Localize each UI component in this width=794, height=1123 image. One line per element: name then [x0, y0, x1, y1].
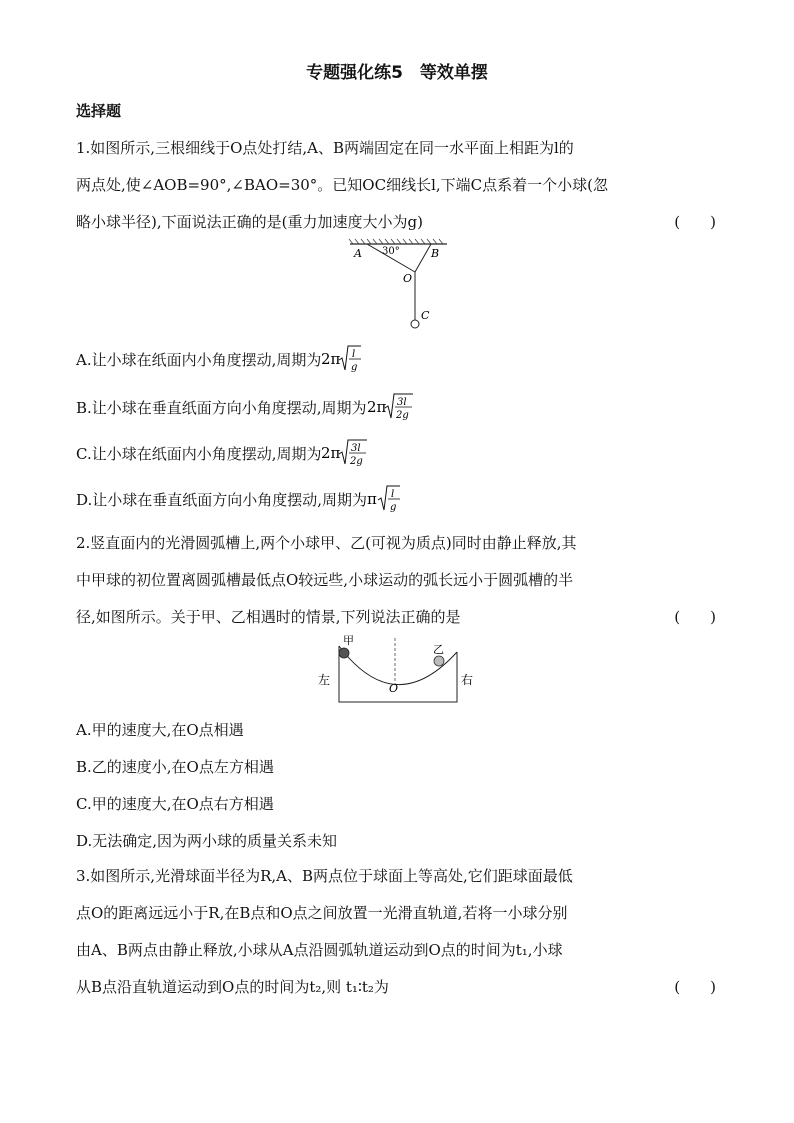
q2-option-c[interactable]: C.甲的速度大,在O点右方相遇 — [76, 795, 274, 813]
q1-option-c[interactable] — [76, 436, 369, 474]
q2-line-1: 2.竖直面内的光滑圆弧槽上,两个小球甲、乙(可视为质点)同时由静止释放,其 — [76, 534, 577, 552]
q2-line-3: 径,如图所示。关于甲、乙相遇时的情景,下列说法正确的是 — [76, 608, 461, 626]
q2-label-right: 右 — [461, 673, 474, 687]
svg-text:l: l — [352, 349, 356, 360]
q3-line-4: 从B点沿直轨道运动到O点的时间为t₂,则 t₁∶t₂为 — [76, 978, 389, 996]
section-heading: 选择题 — [76, 102, 122, 120]
svg-text:π: π — [367, 490, 377, 508]
svg-text:2π: 2π — [321, 444, 341, 462]
q2-option-b[interactable]: B.乙的速度小,在O点左方相遇 — [76, 758, 274, 776]
q2-option-a[interactable]: A.甲的速度大,在O点相遇 — [76, 721, 244, 739]
q1-option-c-text: C.让小球在纸面内小角度摆动,周期为 — [76, 445, 322, 463]
q1-line-1: 1.如图所示,三根细线于O点处打结,A、B两端固定在同一水平面上相距为l的 — [76, 139, 574, 157]
q1-answer-blank[interactable]: ( ) — [674, 213, 716, 231]
q2-figure — [315, 632, 485, 704]
q1-label-angle: 30° — [382, 246, 400, 257]
q1-option-a-text: A.让小球在纸面内小角度摆动,周期为 — [76, 351, 322, 369]
q1-label-c: C — [421, 309, 430, 322]
q2-label-left: 左 — [318, 673, 331, 687]
svg-text:3l: 3l — [396, 397, 407, 408]
svg-text:2g: 2g — [350, 456, 364, 467]
q1-label-b: B — [431, 247, 440, 260]
q1-figure — [345, 238, 455, 333]
q3-answer-blank[interactable]: ( ) — [674, 978, 716, 996]
svg-text:g: g — [390, 502, 397, 513]
q1-label-a: A — [354, 247, 362, 260]
q3-line-3: 由A、B两点由静止释放,小球从A点沿圆弧轨道运动到O点的时间为t₁,小球 — [76, 941, 563, 959]
svg-text:2π: 2π — [321, 350, 341, 368]
q1-line-2: 两点处,使∠AOB=90°,∠BAO=30°。已知OC细线长l,下端C点系着一个小球(忽 — [76, 176, 608, 194]
q3-line-1: 3.如图所示,光滑球面半径为R,A、B两点位于球面上等高处,它们距球面最低 — [76, 867, 573, 885]
q1-option-d-text: D.让小球在垂直纸面方向小角度摆动,周期为 — [76, 491, 368, 509]
q2-label-yi: 乙 — [433, 643, 444, 656]
svg-text:l: l — [391, 489, 395, 500]
q1-option-a[interactable] — [76, 342, 363, 380]
q2-option-d[interactable]: D.无法确定,因为两小球的质量关系未知 — [76, 832, 338, 850]
q1-label-o: O — [403, 272, 413, 285]
q2-label-jia: 甲 — [343, 634, 354, 647]
q1-option-d[interactable] — [76, 482, 403, 520]
q2-label-o: O — [389, 682, 399, 695]
q3-line-2: 点O的距离远远小于R,在B点和O点之间放置一光滑直轨道,若将一小球分别 — [76, 904, 568, 922]
svg-text:g: g — [351, 362, 358, 373]
q2-line-2: 中甲球的初位置离圆弧槽最低点O较远些,小球运动的弧长远小于圆弧槽的半 — [76, 571, 574, 589]
q2-answer-blank[interactable]: ( ) — [674, 608, 716, 626]
svg-text:2g: 2g — [395, 410, 409, 421]
page-title: 专题强化练5 等效单摆 — [306, 63, 488, 83]
q1-option-b[interactable] — [76, 390, 415, 428]
svg-text:2π: 2π — [366, 398, 386, 416]
q1-line-3: 略小球半径),下面说法正确的是(重力加速度大小为g) — [76, 213, 423, 231]
svg-text:3l: 3l — [351, 443, 362, 454]
q1-option-b-text: B.让小球在垂直纸面方向小角度摆动,周期为 — [76, 399, 367, 417]
